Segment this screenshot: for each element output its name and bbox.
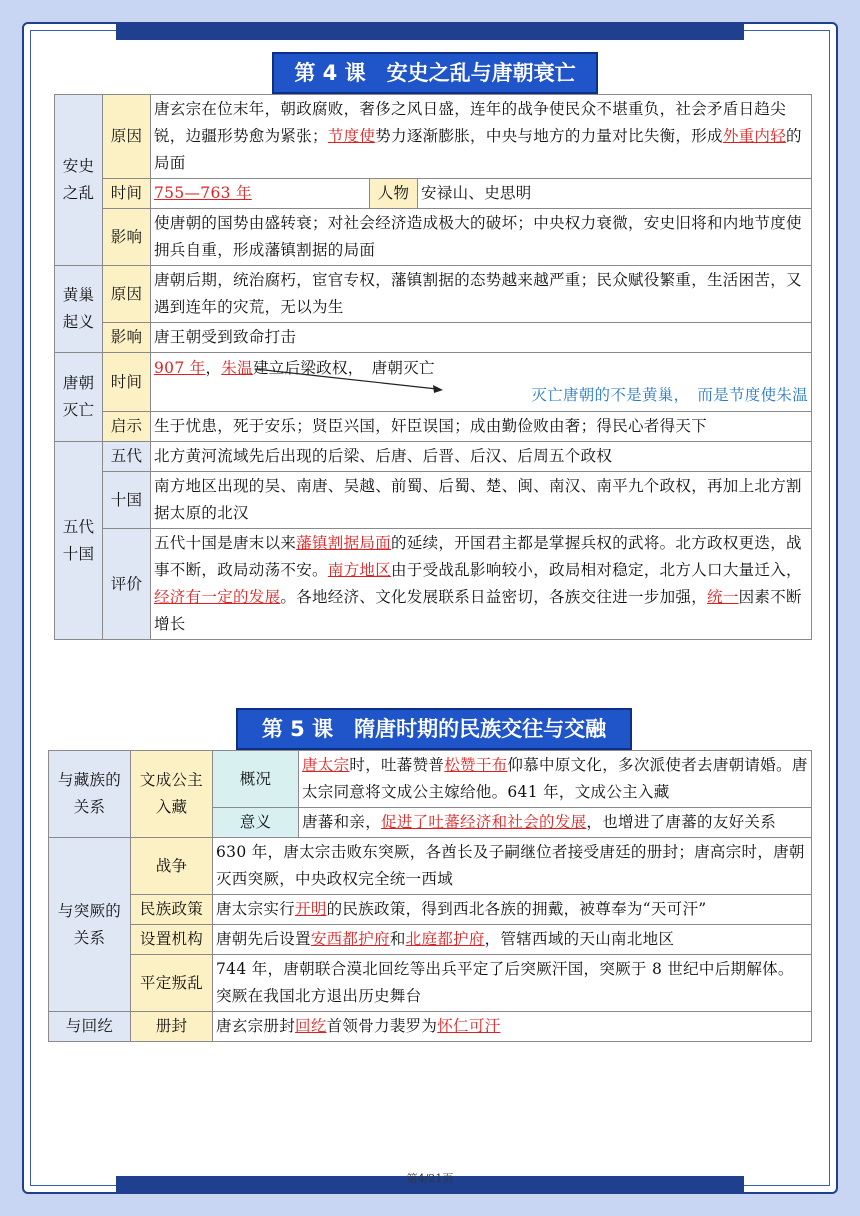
huangchao-cause-label: 原因 (103, 266, 151, 323)
lesson4-table (54, 94, 812, 640)
lesson5-table (48, 750, 812, 1042)
anshi-impact-label: 影响 (103, 209, 151, 266)
fall-lesson-label: 启示 (103, 412, 151, 442)
anshi-person-value: 安禄山、史思明 (418, 179, 812, 209)
tujue-revolt-label: 平定叛乱 (131, 955, 213, 1012)
tujue-revolt: 744 年，唐朝联合漠北回纥等出兵平定了后突厥汗国，突厥于 8 世纪中后期解体。突厥在我国北方退出历史舞台 (213, 955, 812, 1012)
fall-time: 907 年，朱温建立后梁政权， 唐朝灭亡 灭亡唐朝的不是黄巢， 而是节度使朱温 (151, 353, 812, 412)
tibet-sub: 文成公主入藏 (131, 751, 213, 838)
fall-lesson: 生于忧患，死于安乐；贤臣兴国，奸臣误国；成由勤俭败由奢；得民心者得天下 (151, 412, 812, 442)
huangchao-impact: 唐王朝受到致命打击 (151, 323, 812, 353)
anshi-time-label: 时间 (103, 179, 151, 209)
anshi-impact: 使唐朝的国势由盛转衰；对社会经济造成极大的破坏；中央权力衰微，安史旧将和内地节度使拥兵自重，形成藩镇割据的局面 (151, 209, 812, 266)
fall-label: 唐朝灭亡 (55, 353, 103, 442)
eval-label: 评价 (103, 529, 151, 640)
anshi-cause: 唐玄宗在位末年，朝政腐败，奢侈之风日盛，连年的战争使民众不堪重负，社会矛盾日趋尖锐，边疆形势愈为紧张；节度使势力逐渐膨胀，中央与地方的力量对比失衡，形成外重内轻的局面 (151, 95, 812, 179)
uighur-sub: 册封 (131, 1012, 213, 1042)
tujue-label: 与突厥的关系 (49, 838, 131, 1012)
fall-time-label: 时间 (103, 353, 151, 412)
wudai-label-5: 五代 (103, 442, 151, 472)
shiguo-text: 南方地区出现的吴、南唐、吴越、前蜀、后蜀、楚、闽、南汉、南平九个政权，再加上北方割据太原的北汉 (151, 472, 812, 529)
huangchao-cause: 唐朝后期，统治腐朽，宦官专权，藩镇割据的态势越来越严重；民众赋役繁重，生活困苦，又遇到连年的灾荒，无以为生 (151, 266, 812, 323)
anshi-person-label: 人物 (370, 179, 418, 209)
top-band (116, 22, 744, 40)
uighur-text: 唐玄宗册封回纥首领骨力裴罗为怀仁可汗 (213, 1012, 812, 1042)
wudai-text: 北方黄河流域先后出现的后梁、后唐、后晋、后汉、后周五个政权 (151, 442, 812, 472)
tujue-war: 630 年，唐太宗击败东突厥，各酋长及子嗣继位者接受唐廷的册封；唐高宗时，唐朝灭西突厥，中央政权完全统一西域 (213, 838, 812, 895)
page-number: 第4/21页 (406, 1172, 454, 1185)
tujue-policy-label: 民族政策 (131, 895, 213, 925)
tujue-war-label: 战争 (131, 838, 213, 895)
huangchao-label: 黄巢起义 (55, 266, 103, 353)
shiguo-label: 十国 (103, 472, 151, 529)
arrow-icon (251, 359, 551, 399)
tibet-overview-label: 概况 (213, 751, 299, 808)
lesson5-title: 第 5 课 隋唐时期的民族交往与交融 (236, 708, 632, 750)
tujue-org: 唐朝先后设置安西都护府和北庭都护府，管辖西域的天山南北地区 (213, 925, 812, 955)
tibet-meaning-label: 意义 (213, 808, 299, 838)
wudai-label: 五代十国 (55, 442, 103, 640)
tujue-policy: 唐太宗实行开明的民族政策，得到西北各族的拥戴，被尊奉为“天可汗” (213, 895, 812, 925)
anshi-time-value: 755—763 年 (151, 179, 370, 209)
anshi-cause-label: 原因 (103, 95, 151, 179)
tibet-overview: 唐太宗时，吐蕃赞普松赞干布仰慕中原文化，多次派使者去唐朝请婚。唐太宗同意将文成公主嫁给他。641 年，文成公主入藏 (299, 751, 812, 808)
tujue-org-label: 设置机构 (131, 925, 213, 955)
anshi-label: 安史之乱 (55, 95, 103, 266)
fall-note: 灭亡唐朝的不是黄巢， 而是节度使朱温 (531, 386, 808, 404)
tibet-meaning: 唐蕃和亲，促进了吐蕃经济和社会的发展，也增进了唐蕃的友好关系 (299, 808, 812, 838)
lesson4-title: 第 4 课 安史之乱与唐朝衰亡 (272, 52, 598, 94)
eval-text: 五代十国是唐末以来藩镇割据局面的延续，开国君主都是掌握兵权的武将。北方政权更迭，战事不断，政局动荡不安。南方地区由于受战乱影响较小，政局相对稳定，北方人口大量迁入，经济有一定的发展。各地经济、文化发展联系日益密切，各族交往进一步加强，统一因素不断增长 (151, 529, 812, 640)
tibet-label: 与藏族的关系 (49, 751, 131, 838)
huangchao-impact-label: 影响 (103, 323, 151, 353)
uighur-label: 与回纥 (49, 1012, 131, 1042)
